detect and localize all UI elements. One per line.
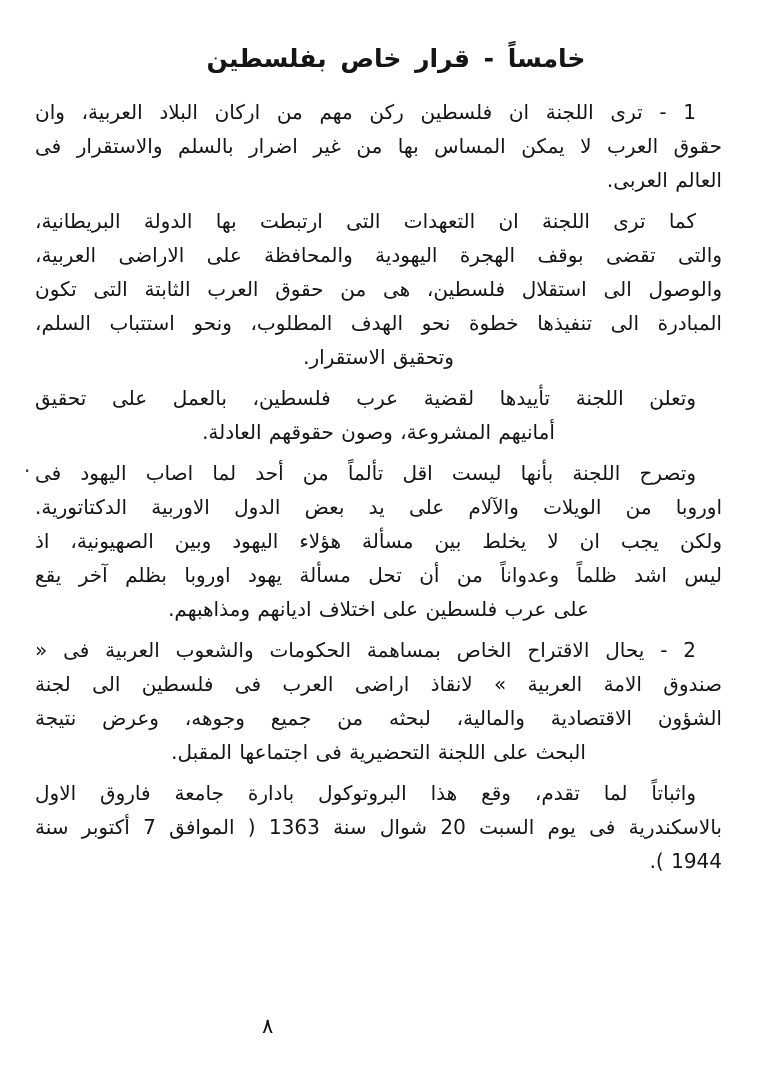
paragraph	[35, 204, 722, 374]
text-line: واثباتاً لما تقدم، وقع هذا البروتوكول بادارة جامعة فاروق الاول	[35, 781, 696, 805]
text-line: 1944 ).	[649, 849, 722, 873]
text-line: ولكن يجب ان لا يخلط بين مسألة هؤلاء اليهود وبين الصهيونية، اذ	[35, 529, 722, 553]
paragraph	[35, 456, 722, 626]
text-line: ليس اشد ظلماً وعدواناً من أن تحل مسألة يهود اوروبا بظلم آخر يقع	[35, 563, 722, 587]
text-line: 2 - يحال الاقتراح الخاص بمساهمة الحكومات والشعوب العربية فى «	[35, 638, 696, 662]
paragraph	[35, 381, 722, 449]
text-line: وتعلن اللجنة تأييدها لقضية عرب فلسطين، بالعمل على تحقيق	[35, 386, 696, 410]
text-line: وتحقيق الاستقرار.	[303, 345, 454, 369]
text-line: وتصرح اللجنة بأنها ليست اقل تألماً من أحد لما اصاب اليهود فى	[35, 461, 696, 485]
page-number: ٨	[262, 1014, 274, 1038]
text-line: العالم العربى.	[606, 168, 722, 192]
text-line: أمانيهم المشروعة، وصون حقوقهم العادلة.	[202, 420, 555, 444]
text-line: والتى تقضى بوقف الهجرة اليهودية والمحافظة على الاراضى العربية،	[35, 243, 722, 267]
text-line: صندوق الامة العربية » لانقاذ اراضى العرب فى فلسطين الى لجنة	[35, 672, 722, 696]
paragraph	[35, 95, 722, 197]
paragraph	[35, 633, 722, 769]
text-line: المبادرة الى تنفيذها خطوة نحو الهدف المطلوب، ونحو استتباب السلم،	[35, 311, 722, 335]
text-line: الشؤون الاقتصادية والمالية، لبحثه من جميع وجوهه، وعرض نتيجة	[35, 706, 722, 730]
document-body	[35, 95, 722, 885]
text-line: بالاسكندرية فى يوم السبت 20 شوال سنة 1363 ( الموافق 7 أكتوبر سنة	[35, 815, 722, 839]
text-line: 1 - ترى اللجنة ان فلسطين ركن مهم من اركان البلاد العربية، وان	[35, 100, 696, 124]
page-title: خامساً - قرار خاص بفلسطين	[206, 44, 586, 73]
text-line: على عرب فلسطين على اختلاف اديانهم ومذاهبهم.	[168, 597, 589, 621]
ink-speck-artifact: ·	[24, 459, 31, 483]
text-line: البحث على اللجنة التحضيرية فى اجتماعها المقبل.	[171, 740, 586, 764]
text-line: حقوق العرب لا يمكن المساس بها من غير اضرار بالسلم والاستقرار فى	[35, 134, 722, 158]
text-line: اوروبا من الويلات والآلام على يد بعض الدول الاوربية الدكتاتورية.	[35, 495, 722, 519]
text-line: والوصول الى استقلال فلسطين، هى من حقوق العرب الثابتة التى تكون	[35, 277, 722, 301]
paragraph	[35, 776, 722, 878]
text-line: كما ترى اللجنة ان التعهدات التى ارتبطت بها الدولة البريطانية،	[35, 209, 696, 233]
